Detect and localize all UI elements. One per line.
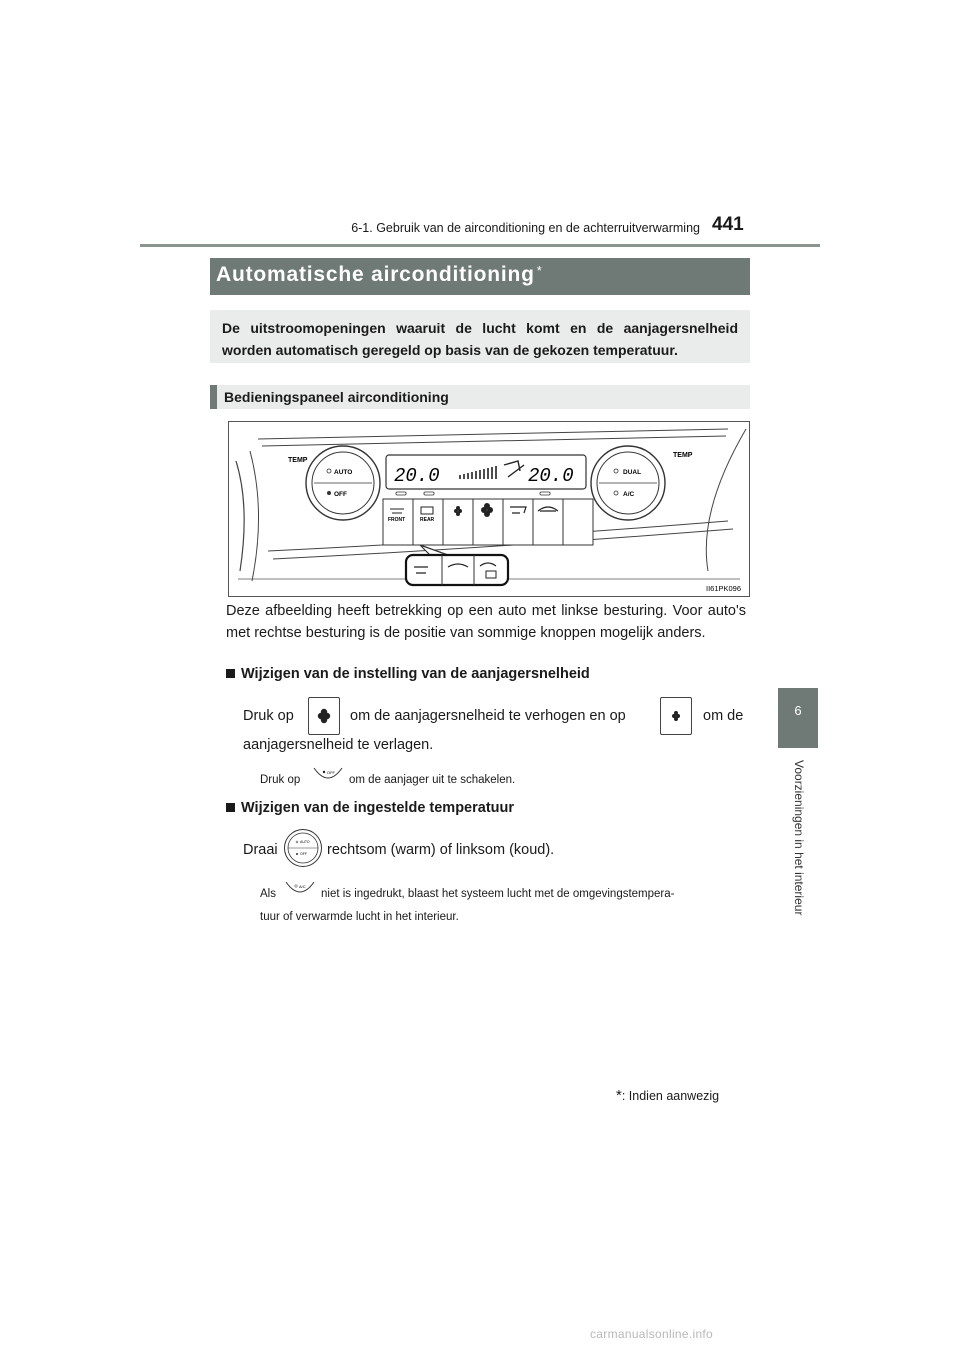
fan-instruction-part1: Druk op	[243, 708, 294, 724]
illustration-caption: Deze afbeelding heeft betrekking op een auto met linkse besturing. Voor auto's met rechtse besturing is de positie van sommige knoppen mogelijk anders.	[226, 603, 746, 641]
right-temp-knob[interactable]	[591, 446, 665, 520]
ac-note-line2: tuur of verwarmde lucht in het interieur.	[260, 911, 459, 923]
fan-speed-heading	[226, 666, 590, 682]
left-temp-knob[interactable]	[306, 446, 380, 520]
footnote-marker: *	[616, 1087, 622, 1104]
page-title-text: Automatische airconditioning	[216, 263, 535, 286]
display-right-temp: 20.0	[528, 465, 574, 487]
svg-text:OFF: OFF	[327, 770, 335, 775]
fan-down-button-icon[interactable]	[660, 697, 692, 735]
ac-note-part1: Als	[260, 888, 276, 900]
watermark-text: carmanualsonline.info	[590, 1327, 714, 1341]
front-label: FRONT	[388, 517, 406, 523]
fan-note-part1: Druk op	[260, 774, 301, 786]
intro-box: De uitstroomopeningen waaruit de lucht komt en de aanjagersnelheid worden automatisch geregeld op basis van de gekozen temperatuur.	[210, 310, 750, 363]
ac-button-icon[interactable]	[285, 880, 315, 898]
header-rule	[140, 244, 820, 247]
illustration-code: II61PK096	[706, 584, 742, 593]
availability-marker: *	[536, 263, 543, 278]
temperature-heading-text: Wijzigen van de ingestelde temperatuur	[241, 800, 515, 816]
subsection-title: Bedieningspaneel airconditioning	[224, 389, 449, 405]
temp-instruction-part2: rechtsom (warm) of linksom (koud).	[327, 842, 555, 858]
dual-label: DUAL	[623, 469, 642, 476]
fan-instruction-part3: om de	[703, 708, 744, 724]
fan-note-part2: om de aanjager uit te schakelen.	[349, 774, 516, 786]
section-title: 6-1. Gebruik van de airconditioning en de achterruitverwarming	[351, 221, 700, 235]
bullet-square-icon	[226, 669, 235, 678]
ac-label: A/C	[623, 491, 635, 498]
footnote-text: : Indien aanwezig	[621, 1089, 720, 1103]
off-button-icon[interactable]	[313, 766, 343, 784]
display-left-temp: 20.0	[394, 465, 440, 487]
control-panel-illustration	[228, 421, 750, 597]
fan-instruction-line2: aanjagersnelheid te verlagen.	[243, 737, 434, 753]
ac-note	[260, 888, 276, 900]
fan-speed-instruction	[243, 708, 294, 724]
svg-text:A/C: A/C	[299, 884, 306, 889]
fan-speed-heading-text: Wijzigen van de instelling van de aanjagersnelheid	[241, 666, 590, 682]
svg-text:AUTO: AUTO	[300, 840, 310, 844]
rear-label: REAR	[420, 517, 435, 523]
fan-up-button-icon[interactable]	[308, 697, 340, 735]
footnote	[616, 1087, 719, 1104]
ac-note-part2: niet is ingedrukt, blaast het systeem lucht met de omgevingstempera-	[321, 888, 675, 900]
chapter-label: Voorzieningen in het interieur	[792, 760, 806, 916]
svg-text:OFF: OFF	[300, 852, 307, 856]
fan-off-note	[260, 774, 300, 786]
chapter-tab[interactable]	[778, 688, 818, 748]
temperature-heading	[226, 800, 514, 816]
temperature-instruction	[243, 842, 278, 858]
fan-instruction-part2: om de aanjagersnelheid te verhogen en op	[350, 708, 626, 724]
page-title	[216, 263, 543, 287]
auto-label: AUTO	[334, 469, 353, 476]
subsection-accent	[210, 385, 217, 409]
chapter-number: 6	[794, 703, 802, 718]
off-label: OFF	[334, 491, 347, 498]
right-temp-label: TEMP	[673, 452, 693, 459]
temp-knob-icon[interactable]	[283, 828, 323, 868]
temp-instruction-part1: Draai	[243, 842, 278, 858]
bullet-square-icon	[226, 803, 235, 812]
callout-buttons	[406, 555, 508, 585]
left-temp-label: TEMP	[288, 457, 308, 464]
page-number: 441	[712, 214, 744, 235]
